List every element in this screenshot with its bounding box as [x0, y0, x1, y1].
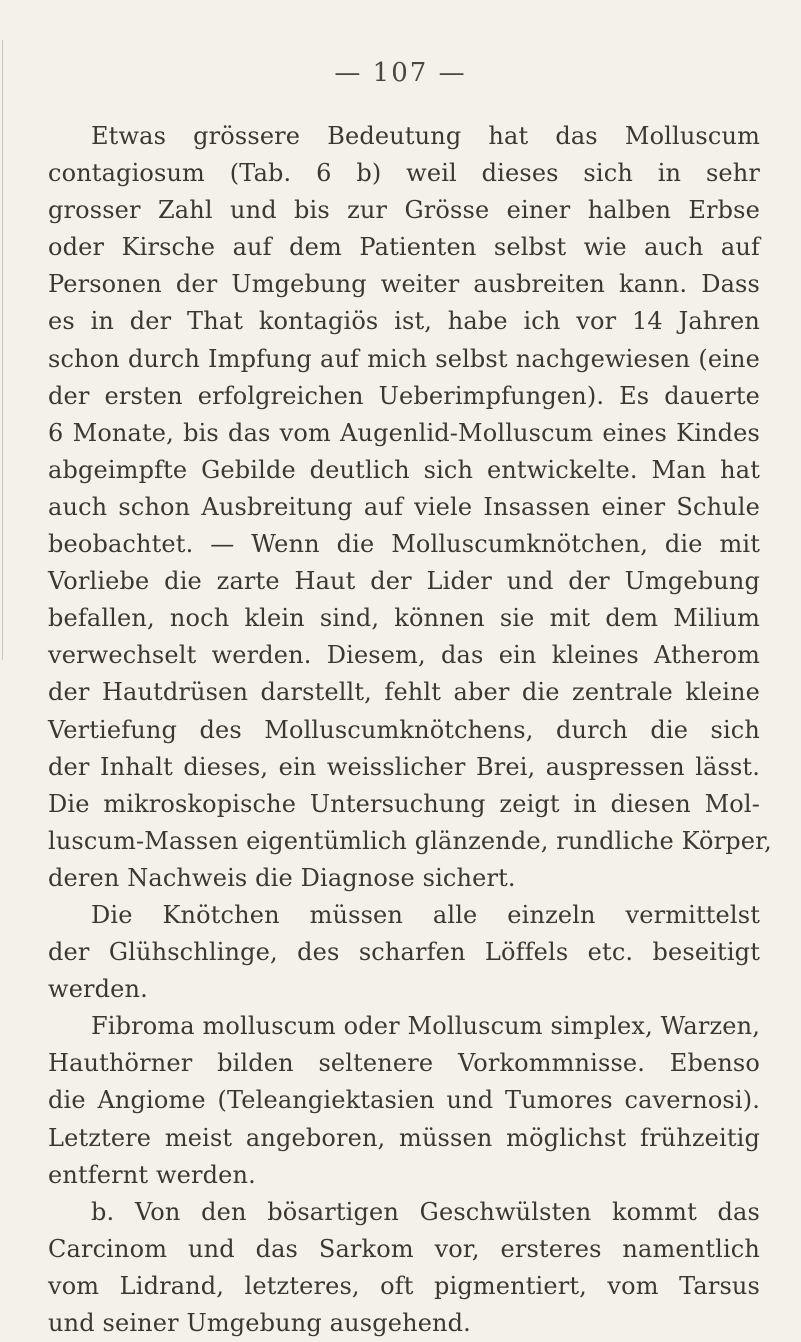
- text-line-25: Fibroma molluscum oder Molluscum simplex, Warzen,: [91, 1012, 760, 1041]
- text-line-20: luscum-Massen eigentümlich glänzende, rundliche Körper,: [48, 826, 772, 855]
- text-line-31: Carcinom und das Sarkom vor, ersteres namentlich: [48, 1234, 760, 1263]
- text-line-30: b. Von den bösartigen Geschwülsten kommt das: [91, 1197, 760, 1226]
- text-line-29: entfernt werden.: [48, 1160, 256, 1189]
- text-line-2: contagiosum (Tab. 6 b) weil dieses sich in sehr: [48, 159, 760, 188]
- text-line-15: verwechselt werden. Diesem, das ein kleines Atherom: [48, 641, 760, 670]
- text-line-27: die Angiome (Teleangiektasien und Tumores cavernosi).: [48, 1086, 760, 1115]
- text-line-8: der ersten erfolgreichen Ueberimpfungen). Es dauerte: [48, 381, 760, 410]
- text-line-19: Die mikroskopische Untersuchung zeigt in diesen Mol-: [48, 789, 760, 818]
- text-line-28: Letztere meist angeboren, müssen möglichst frühzeitig: [48, 1123, 760, 1152]
- text-line-21: deren Nachweis die Diagnose sichert.: [48, 863, 516, 892]
- text-line-24: werden.: [48, 975, 148, 1004]
- text-line-14: befallen, noch klein sind, können sie mit dem Milium: [48, 604, 760, 633]
- text-line-22: Die Knötchen müssen alle einzeln vermittelst: [91, 900, 760, 929]
- text-line-33: und seiner Umgebung ausgehend.: [48, 1309, 471, 1337]
- text-line-17: Vertiefung des Molluscumknötchens, durch die sich: [48, 715, 760, 744]
- text-line-4: oder Kirsche auf dem Patienten selbst wie auch auf: [48, 233, 760, 262]
- text-line-11: auch schon Ausbreitung auf viele Insassen einer Schule: [48, 492, 760, 521]
- page-edge-line: [2, 40, 3, 660]
- text-line-12: beobachtet. — Wenn die Molluscumknötchen, die mit: [48, 530, 760, 559]
- text-line-23: der Glühschlinge, des scharfen Löffels etc. beseitigt: [48, 938, 760, 967]
- text-line-16: der Hautdrüsen darstellt, fehlt aber die zentrale kleine: [48, 678, 760, 707]
- text-line-26: Hauthörner bilden seltenere Vorkommnisse. Ebenso: [48, 1049, 760, 1078]
- text-line-6: es in der That kontagiös ist, habe ich vor 14 Jahren: [48, 307, 760, 336]
- text-line-18: der Inhalt dieses, ein weisslicher Brei, auspressen lässt.: [48, 752, 760, 781]
- text-line-1: Etwas grössere Bedeutung hat das Molluscum: [91, 122, 760, 150]
- text-line-9: 6 Monate, bis das vom Augenlid-Molluscum eines Kindes: [48, 418, 760, 447]
- text-line-13: Vorliebe die zarte Haut der Lider und der Umgebung: [48, 567, 760, 596]
- body-text: [48, 118, 772, 1342]
- text-line-3: grosser Zahl und bis zur Grösse einer halben Erbse: [48, 196, 760, 225]
- page-number: — 107 —: [334, 58, 467, 88]
- text-line-7: schon durch Impfung auf mich selbst nachgewiesen (eine: [48, 344, 760, 373]
- text-line-10: abgeimpfte Gebilde deutlich sich entwickelte. Man hat: [48, 455, 760, 484]
- text-line-32: vom Lidrand, letzteres, oft pigmentiert, vom Tarsus: [48, 1271, 760, 1300]
- text-line-5: Personen der Umgebung weiter ausbreiten kann. Dass: [48, 270, 760, 299]
